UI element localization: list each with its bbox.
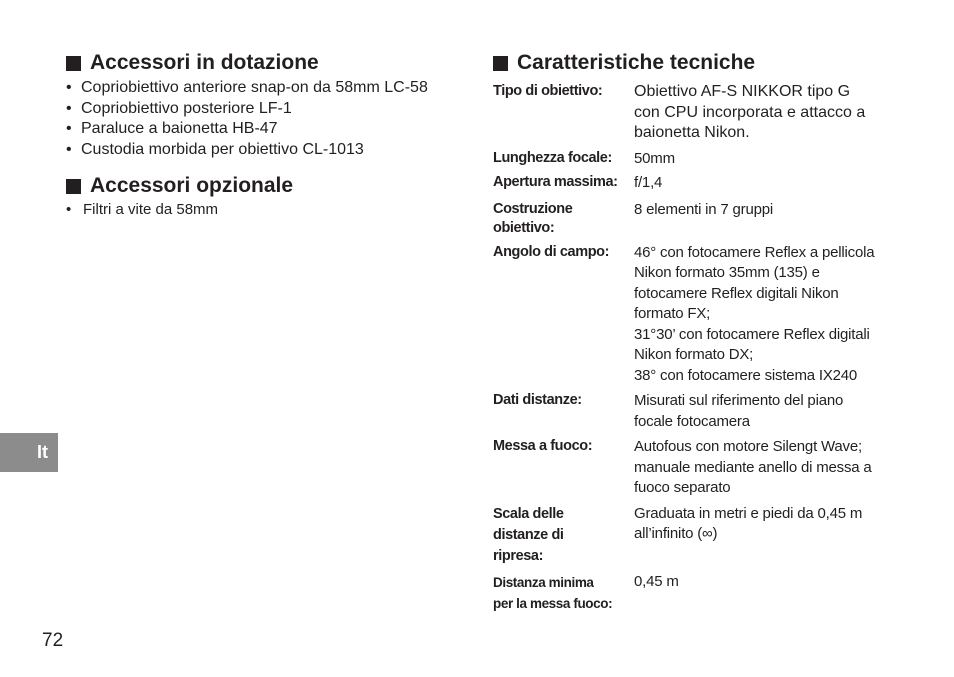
specifications-title: Caratteristiche tecniche [517,51,756,74]
spec-label: Apertura massima: [493,174,618,190]
square-bullet-icon [493,56,508,71]
spec-row [493,200,903,238]
specifications-table [493,82,903,614]
spec-row [493,572,903,614]
spec-row [493,82,903,144]
spec-value: 0,45 m [634,572,679,590]
spec-label: Costruzione obiettivo: [493,200,573,236]
spec-row [493,173,903,194]
spec-value: Obiettivo AF-S NIKKOR tipo G con CPU incorporata e attacco a baionetta Nikon. [634,83,866,141]
optional-accessories-title: Accessori opzionale [90,174,294,197]
list-item: • Copriobiettivo posteriore LF-1 [66,99,466,120]
list-item: • Copriobiettivo anteriore snap-on da 58mm LC-58 [66,78,466,99]
included-accessories-title: Accessori in dotazione [90,51,319,74]
bullet-icon: • [66,140,72,158]
list-item: • Paraluce a baionetta HB-47 [66,119,466,140]
spec-row [493,437,903,499]
spec-value: 46° con fotocamere Reflex a pellicola Nikon formato 35mm (135) e fotocamere Reflex digitali Nikon formato FX; 31°30’ con fotocamere Reflex digitali Nikon formato DX; 38° con fotocamere sistema IX240 [634,243,875,384]
left-column [66,50,466,219]
spec-row [493,391,903,432]
spec-value: f/1,4 [634,174,663,191]
optional-accessories-heading [66,173,466,199]
spec-value: Misurati sul riferimento del piano focale fotocamera [634,392,844,430]
bullet-icon: • [66,120,72,137]
spec-value: Autofous con motore Silengt Wave; manuale mediante anello di messa a fuoco separato [634,438,872,496]
spec-row [493,504,903,567]
spec-label: Angolo di campo: [493,243,610,260]
bullet-icon: • [66,79,72,96]
spec-label: Dati distanze: [493,392,582,408]
spec-value: Graduata in metri e piedi da 0,45 m all’infinito (∞) [634,504,863,542]
included-accessories-heading [66,50,466,76]
spec-value: 50mm [634,149,675,167]
optional-accessories-list [66,201,466,219]
square-bullet-icon [66,56,81,71]
spec-value: 8 elementi in 7 gruppi [634,200,774,218]
spec-label: Messa a fuoco: [493,438,593,454]
spec-row [493,149,903,170]
list-item: • Filtri a vite da 58mm [66,201,219,218]
right-column [493,50,903,614]
spec-label: Lunghezza focale: [493,149,612,166]
bullet-icon: • [66,99,72,117]
square-bullet-icon [66,179,81,194]
spec-label: Scala delle distanze di ripresa: [493,505,564,564]
page-number: 72 [42,630,64,651]
list-item: • Custodia morbida per obiettivo CL-1013 [66,140,466,161]
spec-label: Distanza minima per la messa fuoco: [493,574,613,611]
spec-row [493,243,903,387]
bullet-icon: • [66,201,72,218]
language-tab: It [0,433,58,472]
specifications-heading [493,50,903,76]
spec-label: Tipo di obiettivo: [493,83,603,99]
included-accessories-list [66,78,466,160]
